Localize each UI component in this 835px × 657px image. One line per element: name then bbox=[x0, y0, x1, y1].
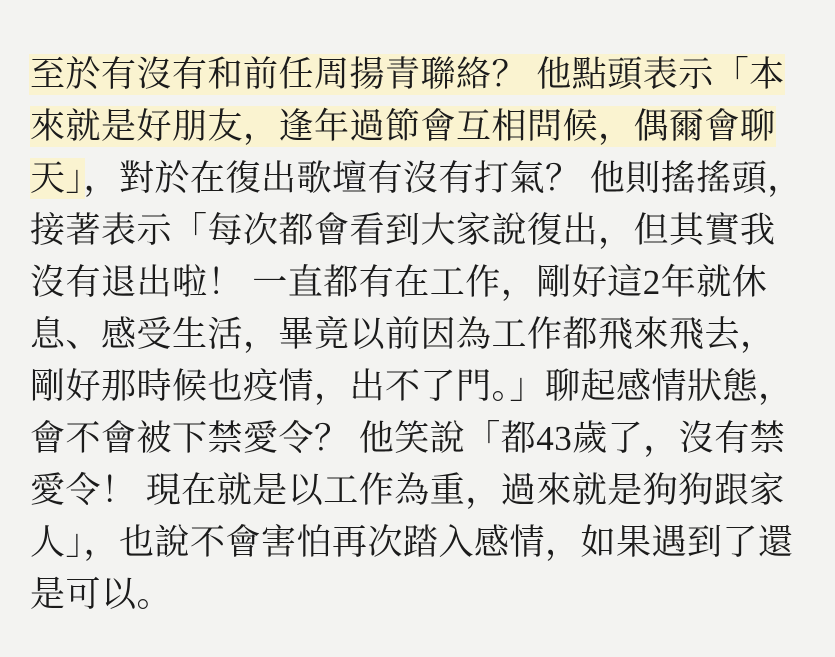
article-paragraph bbox=[30, 49, 809, 621]
paragraph-remainder-text: ，對於在復出歌壇有沒有打氣？ 他則搖搖頭，接著表示「每次都會看到大家說復出，但其實我沒有退出啦！ 一直都有在工作，剛好這2年就休息、感受生活，畢竟以前因為工作都飛來飛去，剛好那時候也疫情，出不了門。」聊起感情狀態，會不會被下禁愛令？ 他笑說「都43歲了，沒有禁愛令！ 現在就是以工作為重，過來就是狗狗跟家人」，也說不會害怕再次踏入感情，如果遇到了還是可以。 bbox=[30, 159, 803, 614]
highlighted-quote-text: 至於有沒有和前任周揚青聯絡？ 他點頭表示「本來就是好朋友，逢年過節會互相問候，偶爾會聊天」 bbox=[30, 55, 785, 198]
